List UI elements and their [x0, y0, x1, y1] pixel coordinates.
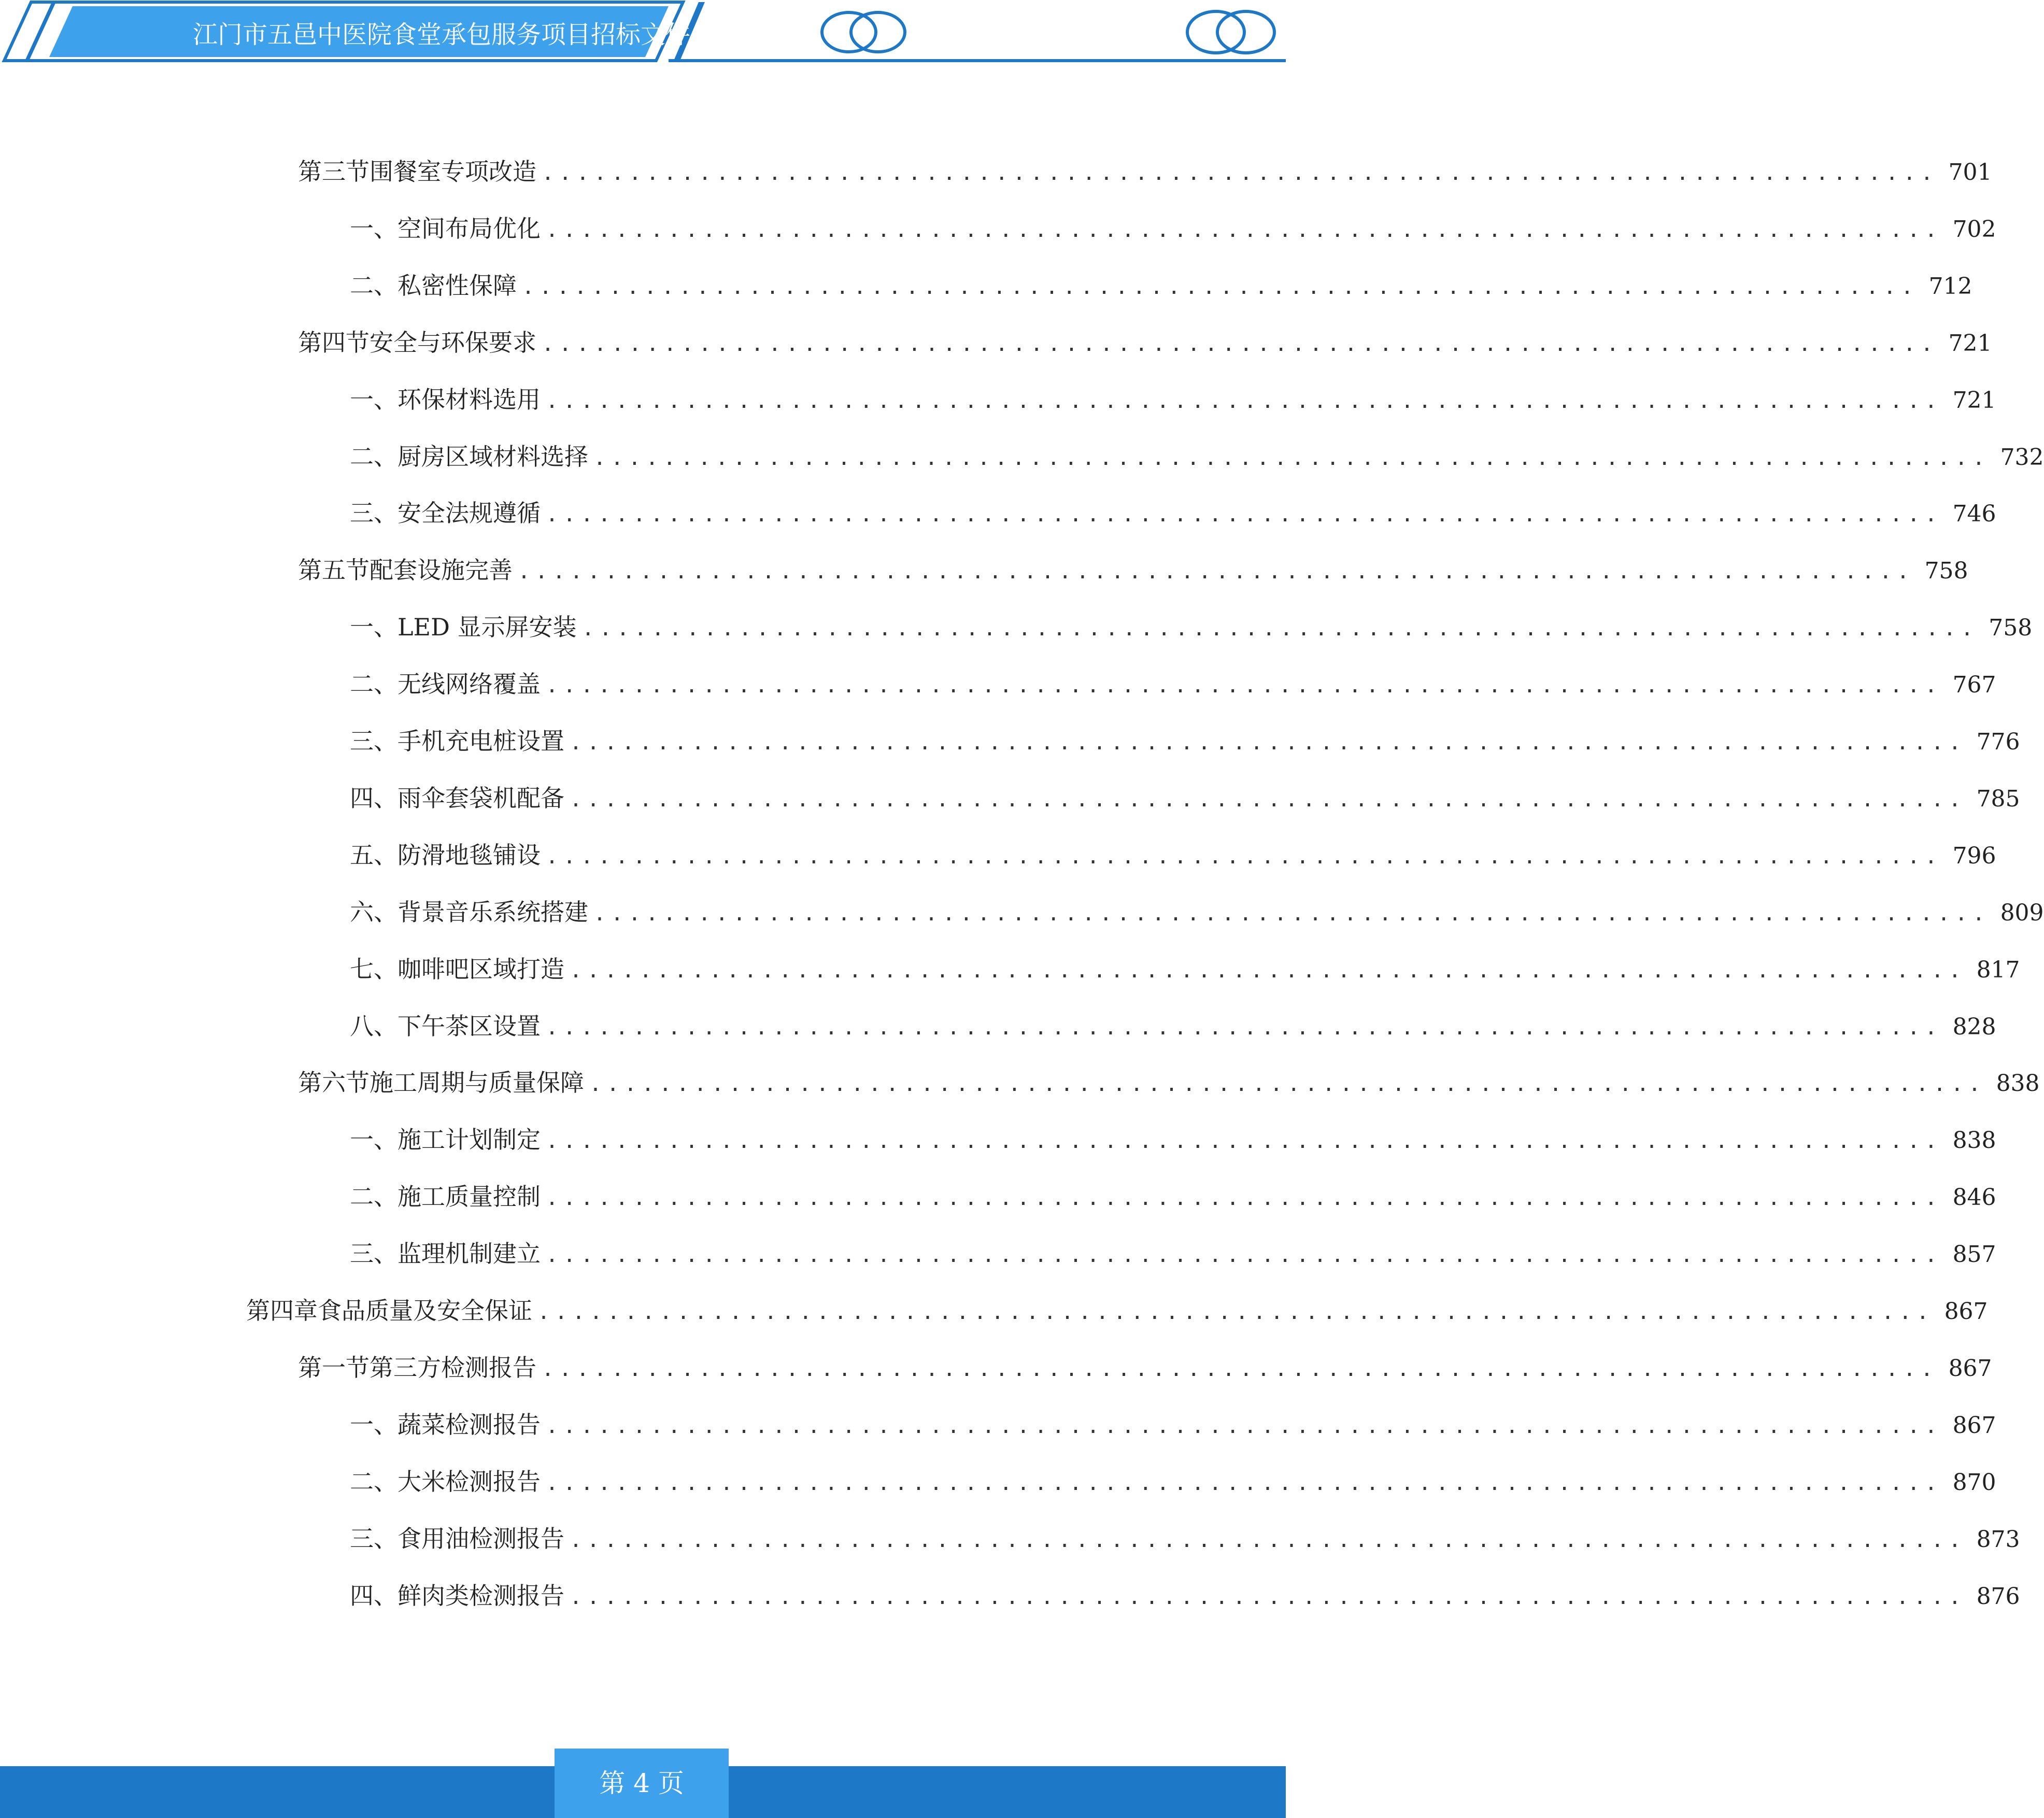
toc-entry-page: 828 — [1952, 1014, 1996, 1040]
toc-leader-dots: ................................................................................ — [546, 674, 1942, 698]
toc-leader-dots: ................................................................................ — [570, 1528, 1966, 1552]
toc-entry-page: 785 — [1976, 786, 2020, 812]
toc-leader-dots: ................................................................................ — [546, 1471, 1942, 1495]
toc-entry-number: 第六节 — [298, 1069, 370, 1097]
rings-icon — [1187, 11, 1274, 53]
toc-entry-number: 五、 — [350, 841, 398, 869]
page-number: 第 4 页 — [599, 1768, 684, 1798]
toc-entry-title: 第三方检测报告 — [370, 1354, 536, 1382]
toc-entry-number: 一、 — [350, 1126, 398, 1154]
toc-entry[interactable] — [350, 1578, 2020, 1614]
toc-entry-page: 746 — [1952, 501, 1996, 527]
toc-entry-number: 第四节 — [298, 329, 370, 357]
toc-entry-title: 施工质量控制 — [398, 1183, 541, 1211]
toc-entry-number: 第一节 — [298, 1354, 370, 1382]
toc-entry-number: 二、 — [350, 670, 398, 698]
toc-leader-dots: ................................................................................ — [542, 161, 1938, 185]
toc-entry-number: 七、 — [350, 955, 398, 983]
toc-entry-title: LED 显示屏安装 — [398, 613, 577, 641]
toc-entry[interactable] — [350, 837, 1996, 873]
toc-entry-number: 四、 — [350, 1582, 398, 1610]
toc-leader-dots: ................................................................................ — [537, 1300, 1934, 1324]
toc-entry-title: 无线网络覆盖 — [398, 670, 541, 698]
toc-entry-number: 四、 — [350, 784, 398, 812]
toc-entry-number: 六、 — [350, 898, 398, 926]
toc-entry-number: 一、 — [350, 613, 398, 641]
toc-entry-page: 867 — [1952, 1412, 1996, 1439]
toc-entry-title: 监理机制建立 — [398, 1240, 541, 1268]
toc-entry[interactable] — [350, 1178, 1996, 1215]
toc-entry[interactable] — [298, 1064, 2040, 1101]
toc-entry-page: 857 — [1952, 1241, 1996, 1268]
toc-entry-number: 三、 — [350, 1525, 398, 1553]
toc-entry[interactable] — [350, 609, 2033, 645]
toc-entry-title: 施工周期与质量保障 — [370, 1069, 584, 1097]
toc-leader-dots: ................................................................................ — [546, 1129, 1942, 1153]
toc-entry-title: 大米检测报告 — [398, 1468, 541, 1496]
toc-entry[interactable] — [350, 1008, 1996, 1044]
toc-entry-number: 一、 — [350, 1411, 398, 1439]
toc-entry-title: 下午茶区设置 — [398, 1012, 541, 1040]
toc-entry-page: 867 — [1948, 1355, 1992, 1382]
toc-entry-page: 702 — [1952, 216, 1996, 243]
toc-entry-page: 817 — [1976, 957, 2020, 983]
toc-entry-title: 食品质量及安全保证 — [318, 1297, 532, 1325]
toc-leader-dots: ................................................................................ — [546, 1414, 1942, 1438]
toc-entry[interactable] — [298, 1350, 1992, 1386]
toc-entry[interactable] — [350, 780, 2020, 816]
toc-entry-title: 私密性保障 — [398, 272, 517, 300]
toc-entry[interactable] — [350, 210, 1996, 247]
toc-entry-page: 873 — [1976, 1526, 2020, 1553]
toc-entry-page: 721 — [1948, 330, 1992, 357]
toc-entry-page: 721 — [1952, 387, 1996, 414]
toc-entry-page: 838 — [1996, 1070, 2040, 1097]
page-footer — [0, 1766, 1286, 1818]
toc-leader-dots: ................................................................................ — [546, 845, 1942, 869]
toc-entry-title: 安全与环保要求 — [370, 329, 536, 357]
toc-leader-dots: ................................................................................ — [546, 389, 1942, 413]
toc-entry-page: 796 — [1952, 843, 1996, 869]
toc-entry-title: 食用油检测报告 — [398, 1525, 564, 1553]
toc-leader-dots: ................................................................................ — [546, 218, 1942, 242]
toc-leader-dots: ................................................................................ — [570, 731, 1966, 755]
toc-entry-number: 三、 — [350, 499, 398, 527]
header-stripe — [25, 2, 56, 61]
toc-entry-number: 第三节 — [298, 158, 370, 186]
toc-entry[interactable] — [350, 723, 2020, 759]
toc-entry-page: 758 — [1989, 615, 2033, 641]
toc-entry-title: 安全法规遵循 — [398, 499, 541, 527]
toc-entry[interactable] — [298, 153, 1992, 190]
toc-entry-number: 二、 — [350, 443, 398, 471]
toc-entry-page: 867 — [1944, 1298, 1988, 1325]
toc-leader-dots: ................................................................................ — [570, 1585, 1966, 1609]
toc-leader-dots: ................................................................................ — [542, 1357, 1938, 1381]
toc-entry[interactable] — [350, 1407, 1996, 1443]
toc-leader-dots: ................................................................................ — [570, 959, 1966, 983]
toc-entry-page: 838 — [1952, 1127, 1996, 1154]
toc-entry[interactable] — [350, 495, 1996, 531]
toc-entry-title: 咖啡吧区域打造 — [398, 955, 564, 983]
toc-entry[interactable] — [350, 894, 2044, 930]
toc-entry[interactable] — [350, 1464, 1996, 1500]
toc-entry[interactable] — [350, 267, 1972, 304]
toc-leader-dots: ................................................................................ — [546, 1016, 1942, 1040]
toc-entry-number: 一、 — [350, 215, 398, 243]
toc-entry[interactable] — [350, 666, 1996, 702]
toc-entry[interactable] — [246, 1293, 1988, 1329]
toc-leader-dots: ................................................................................ — [589, 1072, 1986, 1096]
toc-leader-dots: ................................................................................ — [570, 788, 1966, 812]
toc-entry-number: 三、 — [350, 1240, 398, 1268]
toc-entry-page: 701 — [1948, 159, 1992, 186]
toc-entry-title: 环保材料选用 — [398, 386, 541, 414]
toc-entry-page: 870 — [1952, 1469, 1996, 1496]
toc-entry-number: 三、 — [350, 727, 398, 755]
toc-entry[interactable] — [350, 951, 2020, 987]
toc-entry-title: 施工计划制定 — [398, 1126, 541, 1154]
toc-entry-page: 767 — [1952, 672, 1996, 698]
toc-entry[interactable] — [350, 1521, 2020, 1557]
toc-entry-title: 鲜肉类检测报告 — [398, 1582, 564, 1610]
toc-leader-dots: ................................................................................ — [593, 446, 1990, 470]
toc-entry-number: 第四章 — [246, 1297, 318, 1325]
toc-leader-dots: ................................................................................ — [542, 332, 1938, 356]
toc-entry-page: 712 — [1928, 273, 1972, 300]
toc-entry-page: 776 — [1976, 729, 2020, 755]
header-title: 江门市五邑中医院食堂承包服务项目招标文件 — [193, 20, 691, 49]
toc-entry-page: 758 — [1924, 558, 1968, 584]
toc-leader-dots: ................................................................................ — [593, 902, 1990, 926]
toc-entry[interactable] — [298, 552, 1968, 588]
toc-entry-number: 二、 — [350, 1468, 398, 1496]
toc-entry[interactable] — [350, 1121, 1996, 1158]
toc-entry-title: 配套设施完善 — [370, 556, 513, 584]
toc-entry[interactable] — [350, 438, 2044, 475]
toc-leader-dots: ................................................................................ — [546, 1243, 1942, 1267]
toc-entry-number: 二、 — [350, 1183, 398, 1211]
toc-entry-title: 雨伞套袋机配备 — [398, 784, 564, 812]
toc-entry-title: 蔬菜检测报告 — [398, 1411, 541, 1439]
toc-entry-number: 一、 — [350, 386, 398, 414]
toc-entry-title: 围餐室专项改造 — [370, 158, 536, 186]
toc-entry-title: 厨房区域材料选择 — [398, 443, 588, 471]
toc-entry-page: 732 — [2000, 444, 2044, 471]
toc-entry-page: 846 — [1952, 1184, 1996, 1211]
toc-entry-page: 809 — [2000, 900, 2044, 926]
toc-leader-dots: ................................................................................ — [518, 560, 1914, 584]
toc-entry-number: 第五节 — [298, 556, 370, 584]
page-header — [0, 0, 1286, 73]
toc-entry[interactable] — [350, 1235, 1996, 1272]
toc-entry-title: 背景音乐系统搭建 — [398, 898, 588, 926]
toc-entry-page: 876 — [1976, 1583, 2020, 1610]
rings-icon — [822, 12, 905, 52]
toc-entry-number: 二、 — [350, 272, 398, 300]
toc-leader-dots: ................................................................................ — [546, 1186, 1942, 1210]
toc-entry[interactable] — [298, 324, 1992, 361]
toc-leader-dots: ................................................................................ — [581, 617, 1979, 641]
toc-leader-dots: ................................................................................ — [546, 503, 1942, 527]
toc-entry[interactable] — [350, 381, 1996, 418]
toc-entry-title: 手机充电桩设置 — [398, 727, 564, 755]
toc-entry-title: 空间布局优化 — [398, 215, 541, 243]
toc-entry-number: 八、 — [350, 1012, 398, 1040]
toc-leader-dots: ................................................................................ — [522, 275, 1919, 299]
toc-entry-title: 防滑地毯铺设 — [398, 841, 541, 869]
